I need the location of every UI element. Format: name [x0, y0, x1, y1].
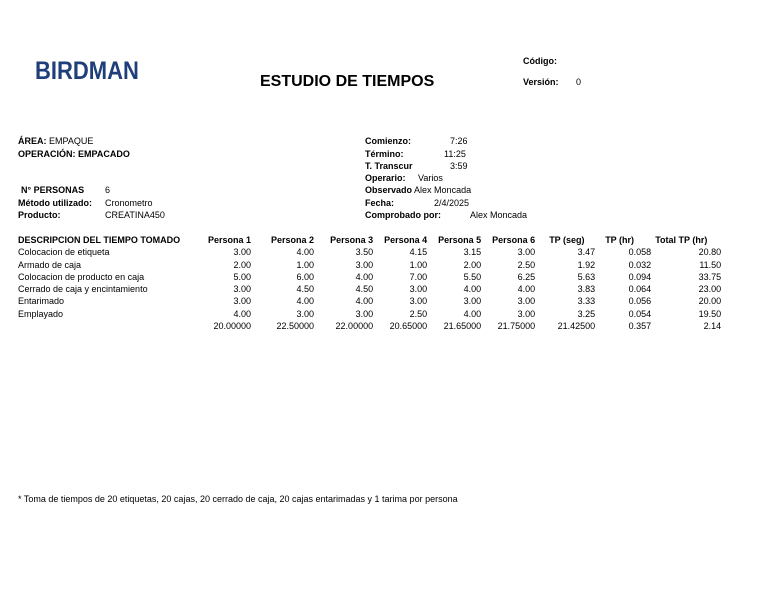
header-tp-seg: TP (seg) [549, 235, 585, 245]
row-cell: 1.92 [577, 259, 596, 270]
row-cell: 3.33 [577, 296, 596, 307]
table-row [16, 308, 721, 320]
times-table [16, 234, 721, 332]
operacion-label: OPERACIÓN: [18, 149, 76, 159]
personas-label: N° PERSONAS [21, 185, 85, 195]
row-cell: 4.00 [355, 271, 374, 282]
table-row [16, 283, 721, 295]
row-cell: 2.50 [409, 308, 428, 319]
producto-value: CREATINA450 [105, 210, 165, 220]
row-cell: 5.50 [463, 271, 482, 282]
row-cell: 4.00 [296, 247, 315, 258]
metodo-value: Cronometro [105, 198, 153, 208]
row-cell: 3.00 [355, 308, 374, 319]
row-cell: 7.00 [409, 271, 428, 282]
row-cell: 20.65000 [389, 321, 428, 332]
comienzo-label: Comienzo: [365, 136, 411, 146]
operacion-field [18, 149, 130, 159]
row-cell: 3.00 [409, 296, 428, 307]
row-cell: 1.00 [296, 259, 315, 270]
fecha-label: Fecha: [365, 198, 395, 208]
row-description: Emplayado [18, 308, 64, 319]
row-cell: 3.47 [577, 247, 596, 258]
row-cell: 23.00 [698, 284, 722, 295]
row-description: Cerrado de caja y encintamiento [18, 284, 148, 295]
row-cell: 0.064 [628, 284, 652, 295]
row-cell: 21.42500 [557, 321, 596, 332]
row-cell: 4.00 [296, 296, 315, 307]
row-cell: 21.75000 [497, 321, 536, 332]
header-descripcion: DESCRIPCION DEL TIEMPO TOMADO [18, 235, 181, 245]
row-cell: 19.50 [698, 308, 722, 319]
row-cell: 4.00 [355, 296, 374, 307]
row-cell: 3.00 [517, 247, 536, 258]
termino-value: 11:25 [444, 149, 466, 159]
footnote: * Toma de tiempos de 20 etiquetas, 20 cajas, 20 cerrado de caja, 20 cajas entarimadas y 1 tarima por persona [18, 494, 458, 504]
row-cell: 0.054 [628, 308, 652, 319]
transcur-label: T. Transcur [365, 161, 413, 171]
area-field [18, 136, 93, 146]
version-label: Versión: [523, 77, 559, 87]
termino-label: Término: [365, 149, 404, 159]
table-totals-row [16, 320, 721, 332]
row-cell: 4.00 [463, 308, 482, 319]
row-description: Entarimado [18, 296, 65, 307]
comienzo-value: 7:26 [450, 136, 468, 146]
codigo-label: Código: [523, 56, 557, 66]
row-cell: 33.75 [698, 271, 722, 282]
row-description [16, 320, 208, 332]
row-cell: 3.83 [577, 284, 596, 295]
row-cell: 5.63 [577, 271, 596, 282]
row-cell: 3.00 [463, 296, 482, 307]
area-label: ÁREA: [18, 136, 47, 146]
row-cell: 22.50000 [276, 321, 315, 332]
observado-value: Alex Moncada [414, 185, 472, 195]
metodo-label: Método utilizado: [18, 198, 92, 208]
table-header-row [16, 234, 721, 246]
row-cell: 3.50 [355, 247, 374, 258]
fecha-value: 2/4/2025 [434, 198, 470, 208]
row-description: Colocacion de producto en caja [18, 271, 145, 282]
header-persona-5: Persona 5 [438, 235, 482, 245]
header-persona-6: Persona 6 [492, 235, 536, 245]
row-cell: 3.00 [517, 308, 536, 319]
company-logo: BIRDMAN [35, 57, 139, 85]
observado-field [365, 185, 471, 195]
row-cell: 20.80 [698, 247, 722, 258]
transcur-value: 3:59 [450, 161, 468, 171]
version-value: 0 [576, 77, 582, 87]
row-cell: 20.00000 [213, 321, 252, 332]
table-row [16, 295, 721, 307]
row-cell: 4.50 [296, 284, 315, 295]
row-cell: 20.00 [698, 296, 722, 307]
row-cell: 3.00 [233, 296, 252, 307]
row-cell: 4.15 [409, 247, 428, 258]
row-cell: 5.00 [233, 271, 252, 282]
operacion-value: EMPACADO [78, 149, 130, 159]
table-row [16, 246, 721, 258]
row-description: Armado de caja [18, 259, 82, 270]
row-cell: 3.00 [233, 284, 252, 295]
row-cell: 3.00 [296, 308, 315, 319]
row-cell: 21.65000 [443, 321, 482, 332]
row-cell: 2.00 [233, 259, 252, 270]
header-persona-2: Persona 2 [271, 235, 315, 245]
table-row [16, 259, 721, 271]
row-cell: 22.00000 [335, 321, 374, 332]
table-row [16, 271, 721, 283]
header-persona-3: Persona 3 [330, 235, 374, 245]
row-cell: 4.00 [517, 284, 536, 295]
row-cell: 4.00 [463, 284, 482, 295]
row-cell: 3.15 [463, 247, 482, 258]
row-cell: 2.14 [703, 321, 722, 332]
header-persona-1: Persona 1 [208, 235, 252, 245]
row-cell: 3.00 [355, 259, 374, 270]
comprobado-label: Comprobado por: [365, 210, 441, 220]
row-cell: 0.032 [628, 259, 652, 270]
row-cell: 4.50 [355, 284, 374, 295]
row-cell: 11.50 [699, 259, 722, 270]
row-cell: 6.00 [296, 271, 315, 282]
row-cell: 4.00 [233, 308, 252, 319]
row-cell: 0.357 [628, 321, 652, 332]
row-cell: 1.00 [409, 259, 428, 270]
row-cell: 0.094 [628, 271, 652, 282]
area-value: EMPAQUE [49, 136, 94, 146]
operario-value: Varios [418, 173, 443, 183]
row-cell: 6.25 [517, 271, 536, 282]
row-cell: 0.058 [628, 247, 652, 258]
row-cell: 0.056 [628, 296, 652, 307]
header-total-tp-hr: Total TP (hr) [655, 235, 708, 245]
row-cell: 3.00 [233, 247, 252, 258]
row-description: Colocacion de etiqueta [18, 247, 110, 258]
comprobado-value: Alex Moncada [470, 210, 528, 220]
row-cell: 3.25 [577, 308, 596, 319]
row-cell: 3.00 [517, 296, 536, 307]
row-cell: 3.00 [409, 284, 428, 295]
personas-value: 6 [105, 185, 111, 195]
operario-label: Operario: [365, 173, 406, 183]
observado-label: Observado [365, 185, 413, 195]
header-persona-4: Persona 4 [384, 235, 428, 245]
header-tp-hr: TP (hr) [605, 235, 635, 245]
row-cell: 2.50 [517, 259, 536, 270]
row-cell: 2.00 [463, 259, 482, 270]
producto-label: Producto: [18, 210, 61, 220]
page-title: ESTUDIO DE TIEMPOS [260, 73, 435, 90]
